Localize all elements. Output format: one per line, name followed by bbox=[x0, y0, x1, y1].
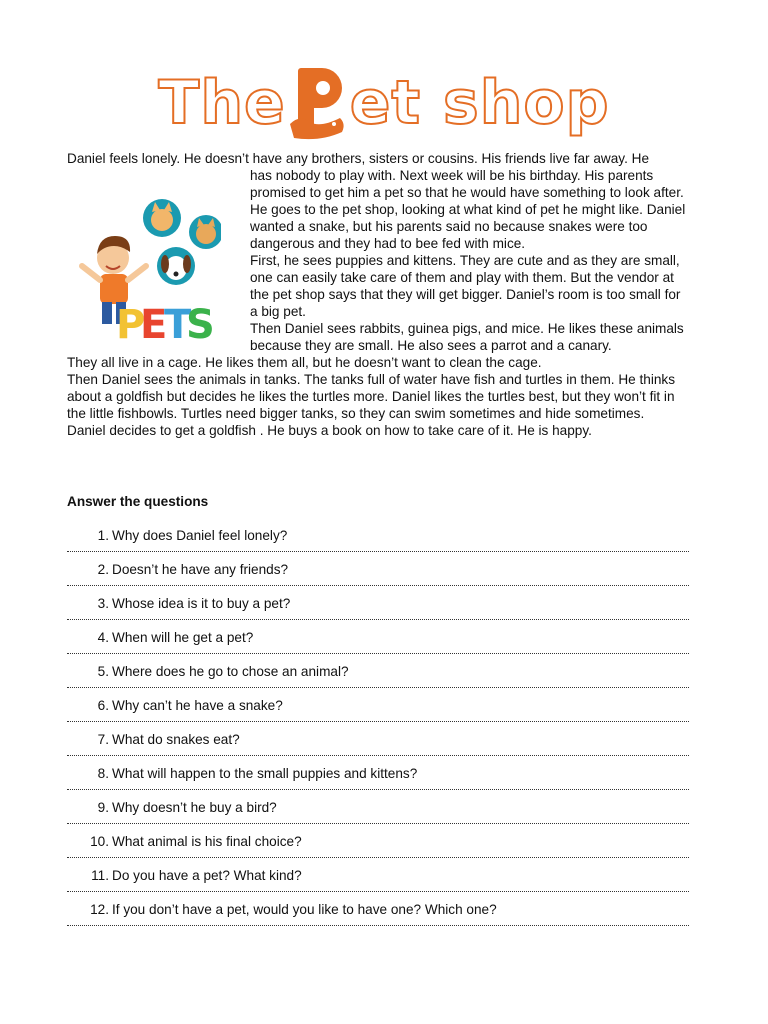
question-item bbox=[67, 867, 689, 901]
question-item bbox=[67, 731, 689, 765]
questions-heading: Answer the questions bbox=[67, 494, 209, 509]
question-number: 6. bbox=[97, 698, 109, 713]
answer-line[interactable] bbox=[67, 789, 689, 790]
question-item bbox=[67, 833, 689, 867]
story-paragraph: Then Daniel sees the animals in tanks. The tanks full of water have fish and turtles in them. He thinks about a goldfish but decides he likes the turtles more. Daniel likes the turtles best, but they won’t fit in the little fishbowls. Turtles need bigger tanks, so they can swim sometimes and hide sometimes. bbox=[67, 372, 676, 421]
question-item bbox=[67, 799, 689, 833]
answer-line[interactable] bbox=[67, 857, 689, 858]
title-text-after: et shop bbox=[349, 68, 610, 138]
question-text: What animal is his final choice? bbox=[112, 834, 302, 849]
question-item bbox=[67, 629, 689, 663]
question-number: 7. bbox=[97, 732, 109, 747]
question-text: Why does Daniel feel lonely? bbox=[112, 528, 288, 543]
story-paragraph: They all live in a cage. He likes them all, but he doesn’t want to clean the cage. bbox=[67, 355, 542, 370]
answer-line[interactable] bbox=[67, 925, 689, 926]
questions-list bbox=[67, 527, 689, 935]
answer-line[interactable] bbox=[67, 687, 689, 688]
question-item bbox=[67, 595, 689, 629]
question-text: If you don’t have a pet, would you like to have one? Which one? bbox=[112, 902, 497, 917]
question-text: What do snakes eat? bbox=[112, 732, 240, 747]
question-number: 12. bbox=[90, 902, 109, 917]
question-text: Why can’t he have a snake? bbox=[112, 698, 283, 713]
answer-line[interactable] bbox=[67, 891, 689, 892]
question-item bbox=[67, 765, 689, 799]
svg-text:P: P bbox=[116, 302, 146, 346]
question-item bbox=[67, 527, 689, 561]
question-number: 4. bbox=[97, 630, 109, 645]
dog-p-logo-icon bbox=[290, 64, 346, 144]
story-paragraph: He goes to the pet shop, looking at what kind of pet he might like. Daniel wanted a snake, but his parents said no because snakes were too dangerous and they had to bee fed with mice. bbox=[250, 202, 686, 251]
question-text: Whose idea is it to buy a pet? bbox=[112, 596, 291, 611]
answer-line[interactable] bbox=[67, 653, 689, 654]
question-text: Where does he go to chose an animal? bbox=[112, 664, 349, 679]
svg-text:T: T bbox=[164, 302, 192, 346]
question-number: 8. bbox=[97, 766, 109, 781]
story-paragraph: Daniel feels lonely. He doesn’t have any brothers, sisters or cousins. His friends live far away. He bbox=[67, 151, 650, 166]
title-text-before: The bbox=[158, 68, 286, 138]
question-number: 3. bbox=[97, 596, 109, 611]
question-number: 11. bbox=[91, 868, 109, 883]
page-title bbox=[0, 48, 768, 138]
answer-line[interactable] bbox=[67, 585, 689, 586]
question-number: 10. bbox=[90, 834, 109, 849]
answer-line[interactable] bbox=[67, 619, 689, 620]
question-text: Doesn’t he have any friends? bbox=[112, 562, 289, 577]
story-paragraph: First, he sees puppies and kittens. They are cute and as they are small, one can easily take care of them and play with them. But the vendor at the pet shop says that they will get bigger. Daniel’s room is too small for a big pet. bbox=[250, 253, 681, 319]
question-text: Why doesn’t he buy a bird? bbox=[112, 800, 277, 815]
story-paragraph: has nobody to play with. Next week will be his birthday. His parents promised to get him a pet so that he would have something to look after. bbox=[250, 168, 684, 200]
question-number: 9. bbox=[97, 800, 109, 815]
question-item bbox=[67, 663, 689, 697]
question-text: Do you have a pet? What kind? bbox=[112, 868, 302, 883]
answer-line[interactable] bbox=[67, 551, 689, 552]
story-text bbox=[67, 150, 691, 439]
question-number: 5. bbox=[97, 664, 109, 679]
question-number: 1. bbox=[97, 528, 109, 543]
answer-line[interactable] bbox=[67, 755, 689, 756]
story-paragraph: Daniel decides to get a goldfish . He buys a book on how to take care of it. He is happy. bbox=[67, 423, 592, 438]
svg-text:E: E bbox=[140, 302, 168, 346]
question-item bbox=[67, 561, 689, 595]
question-text: What will happen to the small puppies and kittens? bbox=[112, 766, 418, 781]
story-paragraph: Then Daniel sees rabbits, guinea pigs, and mice. He likes these animals because they are small. He also sees a parrot and a canary. bbox=[250, 321, 684, 353]
svg-text:S: S bbox=[186, 302, 215, 346]
answer-line[interactable] bbox=[67, 721, 689, 722]
question-number: 2. bbox=[97, 562, 109, 577]
question-item bbox=[67, 697, 689, 731]
question-text: When will he get a pet? bbox=[112, 630, 254, 645]
answer-line[interactable] bbox=[67, 823, 689, 824]
question-item bbox=[67, 901, 689, 935]
